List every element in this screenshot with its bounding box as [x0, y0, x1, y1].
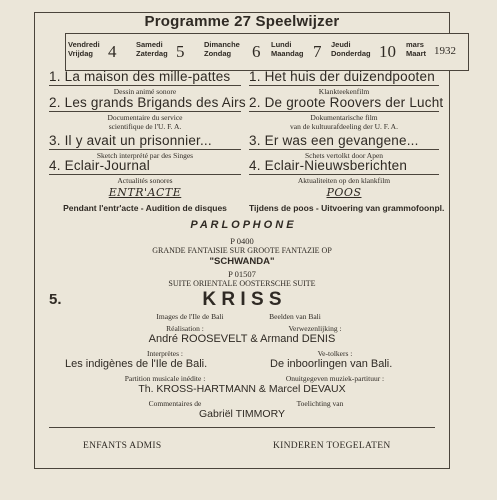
parlophone-ref-2: P 01507	[228, 269, 256, 279]
footer-nl: KINDEREN TOEGELATEN	[273, 441, 391, 451]
left-item-4: 4. Eclair-Journal	[49, 158, 150, 173]
divider	[249, 174, 439, 175]
feature-title: K R I S S	[202, 289, 282, 310]
right-item-1: 1. Het huis der duizendpooten	[249, 69, 435, 84]
commentary-label-nl: Toelichting van	[296, 399, 344, 408]
date-monday: Lundi Maandag 7	[271, 40, 322, 61]
parlophone-label: P A R L O P H O N E	[190, 219, 294, 231]
cast-nl: De inboorlingen van Bali.	[270, 358, 393, 370]
footer-divider	[49, 427, 435, 428]
right-item-3: 3. Er was een gevangene...	[249, 133, 419, 148]
directors: André ROOSEVELT & Armand DENIS	[148, 333, 336, 345]
date-bar	[65, 33, 469, 71]
composers: Th. KROSS-HARTMANN & Marcel DEVAUX	[138, 383, 346, 395]
date-month-year: mars Maart 1932	[406, 40, 456, 58]
right-item-4: 4. Eclair-Nieuwsberichten	[249, 158, 408, 173]
interpretes-label: Interprètes :	[146, 349, 184, 358]
divider	[49, 149, 241, 150]
music-label-nl: Onuitgegeven muziek-partituur :	[285, 374, 385, 383]
left-item-3-sub: Sketch interprété par des Singes	[96, 151, 194, 160]
right-item-2-sub1: Dokumentarische film	[310, 113, 378, 122]
poos-label: POOS	[326, 186, 362, 199]
divider	[49, 174, 241, 175]
commentary-label-fr: Commentaires de	[148, 399, 202, 408]
feature-sub-nl: Beelden van Bali	[269, 312, 321, 321]
poos-sub: Tijdens de poos - Uitvoering van grammofoonpl.	[249, 203, 445, 213]
left-item-3: 3. Il y avait un prisonnier...	[49, 133, 212, 148]
realisation-label: Réalisation :	[166, 324, 204, 333]
right-item-3-sub: Schets vertolkt door Apen	[304, 151, 384, 160]
left-item-4-sub: Actualités sonores	[117, 176, 173, 185]
right-item-4-sub: Aktualiteiten op den klankfilm	[297, 176, 391, 185]
schwanda-title: "SCHWANDA"	[209, 256, 275, 267]
feature-sub-fr: Images de l'Ile de Bali	[156, 312, 224, 321]
divider	[249, 111, 439, 112]
left-item-1-sub: Dessin animé sonore	[113, 87, 177, 96]
parlophone-ref-1: P 0400	[230, 236, 254, 246]
divider	[49, 85, 241, 86]
parlophone-line-1: GRANDE FANTAISIE SUR GROOTE FANTAZIE OP	[152, 246, 332, 255]
left-item-2-sub1: Documentaire du service	[107, 113, 183, 122]
vertolkers-label: Ve-tolkers :	[317, 349, 353, 358]
commentator: Gabriël TIMMORY	[199, 408, 285, 420]
entracte-label: ENTR'ACTE	[108, 186, 182, 199]
footer-fr: ENFANTS ADMIS	[83, 441, 162, 451]
divider	[249, 149, 439, 150]
page-title: Programme 27 Speelwijzer	[144, 13, 340, 30]
date-friday: Vendredi Vrijdag 4	[68, 40, 117, 61]
date-saturday: Samedi Zaterdag 5	[136, 40, 185, 61]
right-item-2: 2. De groote Roovers der Lucht	[249, 95, 444, 110]
right-item-2-sub2: van de kultuurafdeeling der U. F. A.	[290, 122, 398, 131]
program-frame	[34, 12, 456, 469]
date-thursday: Jeudi Donderdag 10	[331, 40, 396, 61]
left-item-1: 1. La maison des mille-pattes	[49, 69, 231, 84]
divider	[49, 111, 241, 112]
cast-fr: Les indigènes de l'Ile de Bali.	[65, 358, 208, 370]
music-label-fr: Partition musicale inédite :	[124, 374, 206, 383]
divider	[249, 85, 439, 86]
parlophone-line-2: SUITE ORIENTALE OOSTERSCHE SUITE	[168, 279, 316, 288]
entracte-sub: Pendant l'entr'acte - Audition de disques	[63, 203, 227, 213]
verwezenlijking-label: Verwezenlijking :	[288, 324, 342, 333]
feature-number: 5.	[49, 291, 62, 308]
date-sunday: Dimanche Zondag 6	[204, 40, 261, 61]
left-item-2: 2. Les grands Brigands des Airs	[49, 95, 246, 110]
left-item-2-sub2: scientifique de l'U. F. A.	[108, 122, 182, 131]
right-item-1-sub: Klankteekenfilm	[318, 87, 370, 96]
